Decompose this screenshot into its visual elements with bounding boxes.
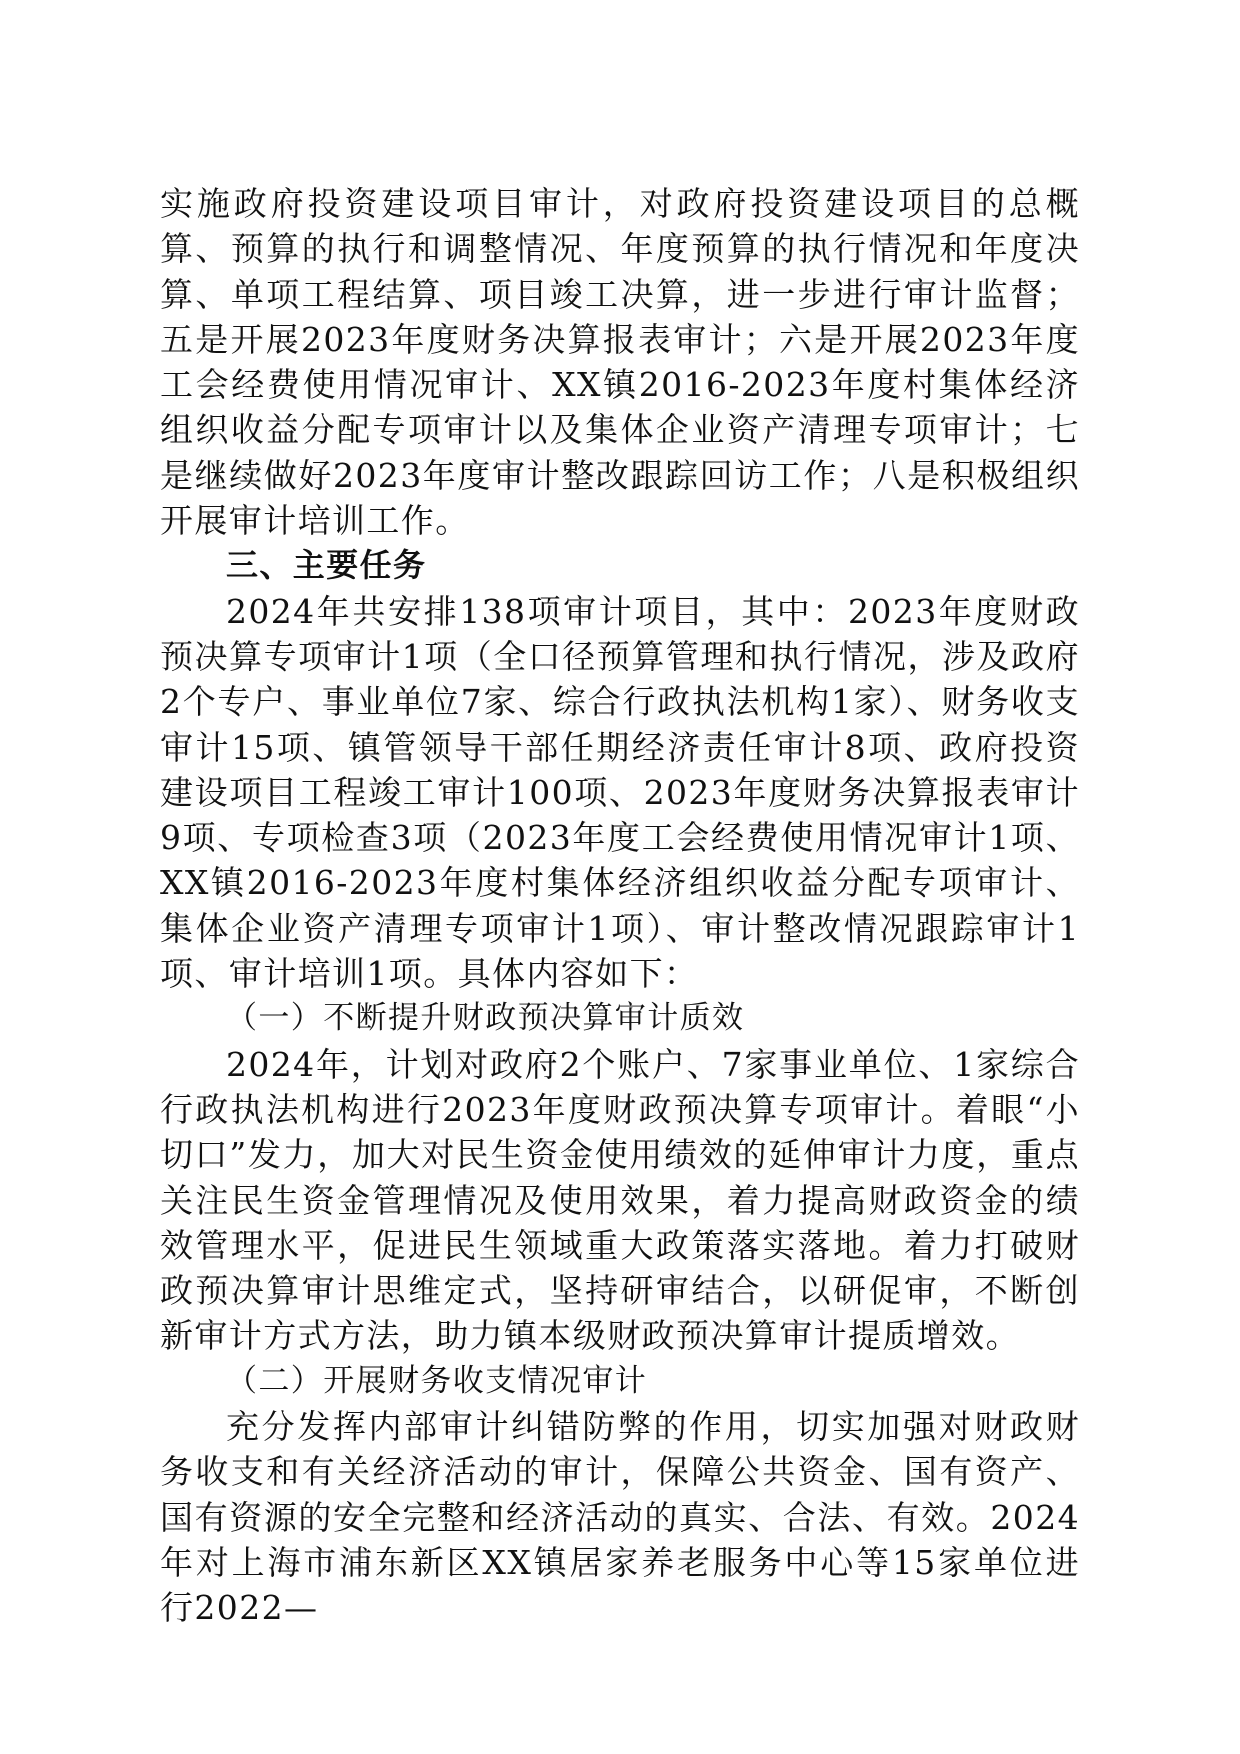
main-tasks-paragraph: 2024年共安排138项审计项目，其中：2023年度财政预决算专项审计1项（全口径预算管理和执行情况，涉及政府2个专户、事业单位7家、综合行政执法机构1家）、财务收支审计15项、镇管领导干部任期经济责任审计8项、政府投资建设项目工程竣工审计100项、2023年度财务决算报表审计9项、专项检查3项（2023年度工会经费使用情况审计1项、XX镇2016-2023年度村集体经济组织收益分配专项审计、集体企业资产清理专项审计1项）、审计整改情况跟踪审计1项、审计培训1项。具体内容如下： — [160, 591, 1080, 994]
continued-paragraph: 实施政府投资建设项目审计，对政府投资建设项目的总概算、预算的执行和调整情况、年度预算的执行情况和年度决算、单项工程结算、项目竣工决算，进一步进行审计监督；五是开展2023年度财务决算报表审计；六是开展2023年度工会经费使用情况审计、XX镇2016-2023年度村集体经济组织收益分配专项审计以及集体企业资产清理专项审计；七是继续做好2023年度审计整改跟踪回访工作；八是积极组织开展审计培训工作。 — [160, 184, 1080, 541]
subsection-heading-budget-audit: （一）不断提升财政预决算审计质效 — [226, 1000, 745, 1037]
finance-audit-paragraph: 充分发挥内部审计纠错防弊的作用，切实加强对财政财务收支和有关经济活动的审计，保障公共资金、国有资产、国有资源的安全完整和经济活动的真实、合法、有效。2024年对上海市浦东新区XX镇居家养老服务中心等15家单位进行2022— — [160, 1407, 1080, 1628]
section-heading-main-tasks: 三、主要任务 — [226, 546, 427, 585]
subsection-heading-finance-audit: （二）开展财务收支情况审计 — [226, 1362, 648, 1399]
document-page — [160, 181, 1080, 1631]
budget-audit-paragraph: 2024年，计划对政府2个账户、7家事业单位、1家综合行政执法机构进行2023年度财政预决算专项审计。着眼“小切口”发力，加大对民生资金使用绩效的延伸审计力度，重点关注民生资金管理情况及使用效果，着力提高财政资金的绩效管理水平，促进民生领域重大政策落实落地。着力打破财政预决算审计思维定式，坚持研审结合，以研促审，不断创新审计方式方法，助力镇本级财政预决算审计提质增效。 — [160, 1044, 1080, 1356]
